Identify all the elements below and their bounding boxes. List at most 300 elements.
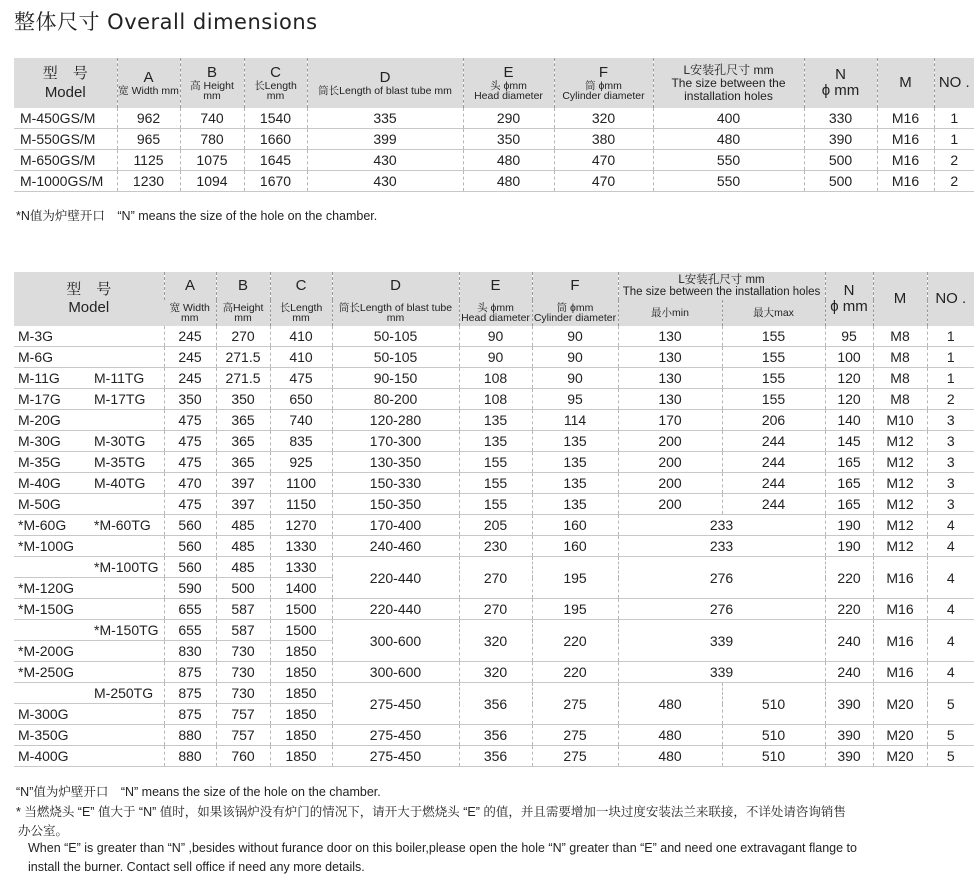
header-no: NO . (934, 58, 974, 108)
l-min-cell: 200 (618, 494, 722, 515)
table-cell: 275 (532, 746, 618, 767)
table-cell: 475 (164, 410, 216, 431)
table-cell: 90-150 (332, 368, 459, 389)
model-name: M-40G (18, 475, 61, 491)
table-cell: 108 (459, 368, 532, 389)
table-cell: 95 (532, 389, 618, 410)
table-cell: 1850 (270, 662, 332, 683)
model-cell (14, 683, 164, 704)
table-cell: 320 (554, 108, 653, 129)
model-name-alt: M-30TG (94, 433, 146, 449)
table-cell: 240 (825, 620, 873, 662)
table-cell: 300-600 (332, 662, 459, 683)
l-max-cell: 244 (722, 473, 825, 494)
table-cell: 400 (653, 108, 804, 129)
table-cell: 4 (927, 662, 974, 683)
model-cell: M-650GS/M (14, 150, 117, 171)
table-cell: 160 (532, 536, 618, 557)
table-cell: 270 (459, 599, 532, 620)
table-cell: 1150 (270, 494, 332, 515)
model-name: M-3G (18, 328, 53, 344)
table-cell: 356 (459, 746, 532, 767)
table-cell: 335 (307, 108, 463, 129)
table-cell: 90 (532, 368, 618, 389)
model-name: M-400G (18, 748, 69, 764)
table-cell: 397 (216, 473, 270, 494)
model-name-alt: *M-60TG (94, 517, 151, 533)
table-cell: 587 (216, 620, 270, 641)
table-cell: 740 (180, 108, 244, 129)
table-cell: 90 (459, 326, 532, 347)
table-cell: 155 (459, 452, 532, 473)
table-cell: M10 (873, 410, 927, 431)
table-cell: 875 (164, 704, 216, 725)
table-cell: 150-330 (332, 473, 459, 494)
header-l-min: 最小min (618, 300, 722, 326)
table-cell: 560 (164, 557, 216, 578)
model-name: *M-250G (18, 664, 75, 680)
l-min-cell: 130 (618, 347, 722, 368)
table-cell: 1850 (270, 725, 332, 746)
model-name-alt: M-11TG (94, 370, 145, 386)
table-cell: 320 (459, 662, 532, 683)
l-min-cell: 130 (618, 368, 722, 389)
table-cell: 271.5 (216, 347, 270, 368)
table-cell: 470 (554, 150, 653, 171)
l-value-cell: 233 (618, 515, 825, 536)
table-cell: 50-105 (332, 326, 459, 347)
notes-line-3: 办公室。 (18, 824, 69, 838)
table-cell: 730 (216, 641, 270, 662)
table-cell: 3 (927, 431, 974, 452)
table-cell: 560 (164, 536, 216, 557)
table-cell: 4 (927, 536, 974, 557)
model-cell (14, 578, 164, 599)
table-cell: 330 (804, 108, 877, 129)
table-cell: 290 (463, 108, 554, 129)
model-cell (14, 368, 164, 389)
table-cell: 3 (927, 410, 974, 431)
table-row (14, 347, 974, 368)
table-row (14, 473, 974, 494)
table-cell: 1 (927, 347, 974, 368)
table-cell: 108 (459, 389, 532, 410)
table-cell: 2 (934, 171, 974, 192)
table-cell: 356 (459, 683, 532, 725)
l-min-cell: 170 (618, 410, 722, 431)
footnote-n-hole: *N值为炉壁开口 “N” means the size of the hole on the chamber. (16, 209, 378, 223)
table-cell: M16 (877, 108, 934, 129)
model-cell (14, 641, 164, 662)
table-cell: 1 (927, 368, 974, 389)
l-min-cell: 200 (618, 473, 722, 494)
table-cell: 165 (825, 494, 873, 515)
table-cell: 3 (927, 452, 974, 473)
table-row (14, 368, 974, 389)
table-cell: 410 (270, 347, 332, 368)
l-max-cell: 155 (722, 347, 825, 368)
table-cell: 1660 (244, 129, 307, 150)
model-cell (14, 389, 164, 410)
table-cell: M16 (873, 557, 927, 599)
header-b-sub: 高Height mm (216, 300, 270, 326)
table-cell: 480 (653, 129, 804, 150)
l-value-cell: 276 (618, 557, 825, 599)
header-c-sub: 长Length mm (270, 300, 332, 326)
table-cell: 1850 (270, 641, 332, 662)
l-min-cell: 480 (618, 746, 722, 767)
table-cell: 1670 (244, 171, 307, 192)
table-cell: 245 (164, 326, 216, 347)
table-cell: 135 (459, 410, 532, 431)
table-cell: M20 (873, 683, 927, 725)
header-a-sub: 宽 Width mm (164, 300, 216, 326)
table-cell: 730 (216, 662, 270, 683)
table-cell: 1 (934, 129, 974, 150)
table-cell: 4 (927, 557, 974, 599)
header-f: F 筒 ϕmm Cylinder diameter (554, 58, 653, 108)
table-cell: 165 (825, 473, 873, 494)
table-cell: 760 (216, 746, 270, 767)
table-cell: 875 (164, 662, 216, 683)
table-cell: 485 (216, 536, 270, 557)
dimensions-table-g (14, 272, 974, 767)
l-max-cell: 510 (722, 683, 825, 725)
model-name: M-35G (18, 454, 61, 470)
table-cell: 1850 (270, 746, 332, 767)
l-max-cell: 510 (722, 725, 825, 746)
model-cell (14, 620, 164, 641)
table-cell: 475 (270, 368, 332, 389)
table-cell: 135 (532, 473, 618, 494)
table-cell: 880 (164, 725, 216, 746)
notes-line-2: * 当燃烧头 “E” 值大于 “N” 值时，如果该锅炉没有炉门的情况下，请开大于燃烧头 “E” 的值，并且需要增加一块过度安装法兰来联接，不详处请咨询销售 (16, 805, 846, 819)
table-cell: 1094 (180, 171, 244, 192)
table-cell: 475 (164, 431, 216, 452)
model-name-alt: *M-100TG (94, 559, 159, 575)
table-cell: 145 (825, 431, 873, 452)
header-l-max: 最大max (722, 300, 825, 326)
model-cell (14, 557, 164, 578)
table-cell: 240 (825, 662, 873, 683)
table-cell: 650 (270, 389, 332, 410)
table-cell: 275 (532, 725, 618, 746)
table-cell: 550 (653, 171, 804, 192)
table-row (14, 515, 974, 536)
table-cell: 320 (459, 620, 532, 662)
table-cell: 50-105 (332, 347, 459, 368)
table-cell: 485 (216, 557, 270, 578)
table-cell: 350 (463, 129, 554, 150)
table-cell: 399 (307, 129, 463, 150)
table-cell: 350 (164, 389, 216, 410)
model-cell (14, 662, 164, 683)
table-cell: 3 (927, 494, 974, 515)
table-cell: 1100 (270, 473, 332, 494)
model-name: M-17G (18, 391, 61, 407)
table-cell: 150-350 (332, 494, 459, 515)
model-cell (14, 431, 164, 452)
table-cell: 90 (532, 347, 618, 368)
table-cell: 2 (934, 150, 974, 171)
table-row (14, 662, 974, 683)
notes-line-4: When “E” is greater than “N” ,besides without furance door on this boiler,please open the hole “N” greater than “E” and need one extravagant flange to (28, 841, 857, 855)
table-cell: 275-450 (332, 725, 459, 746)
header-n: N ϕ mm (804, 58, 877, 108)
table-cell: 165 (825, 452, 873, 473)
table-cell: 135 (532, 431, 618, 452)
table-cell: 480 (463, 150, 554, 171)
model-cell: M-1000GS/M (14, 171, 117, 192)
model-cell (14, 725, 164, 746)
model-cell (14, 410, 164, 431)
table-row (14, 494, 974, 515)
model-cell (14, 515, 164, 536)
table-row (14, 620, 974, 641)
model-cell: M-450GS/M (14, 108, 117, 129)
table-cell: 190 (825, 536, 873, 557)
table-cell: 130-350 (332, 452, 459, 473)
table-cell: 740 (270, 410, 332, 431)
table-cell: M16 (877, 129, 934, 150)
model-cell (14, 452, 164, 473)
model-name: M-6G (18, 349, 53, 365)
table-row (14, 452, 974, 473)
header-m: M (873, 272, 927, 326)
table-cell: 140 (825, 410, 873, 431)
table-cell: 365 (216, 410, 270, 431)
table-cell: 120-280 (332, 410, 459, 431)
model-cell (14, 473, 164, 494)
table-cell: 275-450 (332, 746, 459, 767)
table-row (14, 108, 974, 129)
table-cell: 757 (216, 704, 270, 725)
table-cell: 220-440 (332, 557, 459, 599)
table-cell: M12 (873, 494, 927, 515)
table-cell: 397 (216, 494, 270, 515)
table-cell: 220 (532, 662, 618, 683)
table-cell: M12 (873, 473, 927, 494)
table-cell: 270 (459, 557, 532, 599)
header-e: E (459, 272, 532, 300)
table-cell: 2 (927, 389, 974, 410)
table-cell: 275 (532, 683, 618, 725)
page-title: 整体尺寸 Overall dimensions (14, 10, 318, 34)
l-min-cell: 480 (618, 683, 722, 725)
header-b: B (216, 272, 270, 300)
table-cell: 90 (459, 347, 532, 368)
table-cell: 90 (532, 326, 618, 347)
table-cell: 965 (117, 129, 180, 150)
table-cell: 195 (532, 599, 618, 620)
l-min-cell: 130 (618, 389, 722, 410)
l-value-cell: 276 (618, 599, 825, 620)
header-no: NO . (927, 272, 974, 326)
table-cell: 1645 (244, 150, 307, 171)
l-max-cell: 206 (722, 410, 825, 431)
table-cell: M16 (877, 150, 934, 171)
table-cell: 365 (216, 452, 270, 473)
model-cell (14, 326, 164, 347)
model-name: M-300G (18, 706, 69, 722)
table-cell: 356 (459, 725, 532, 746)
table-cell: 1540 (244, 108, 307, 129)
table-cell: 155 (459, 473, 532, 494)
table-cell: M12 (873, 515, 927, 536)
table-cell: 205 (459, 515, 532, 536)
table-cell: 100 (825, 347, 873, 368)
header-d: D (332, 272, 459, 300)
table-row (14, 389, 974, 410)
model-cell (14, 494, 164, 515)
table-cell: 560 (164, 515, 216, 536)
table-row (14, 557, 974, 578)
table-cell: M16 (873, 662, 927, 683)
l-max-cell: 155 (722, 368, 825, 389)
l-value-cell: 233 (618, 536, 825, 557)
table-cell: 220 (532, 620, 618, 662)
table-cell: M8 (873, 368, 927, 389)
table-cell: 587 (216, 599, 270, 620)
header-l: L安装孔尺寸 mm The size between the installation holes (618, 272, 825, 300)
table-cell: 500 (804, 150, 877, 171)
table-row (14, 431, 974, 452)
table-cell: 245 (164, 347, 216, 368)
table-cell: M12 (873, 536, 927, 557)
table-row (14, 683, 974, 704)
l-min-cell: 130 (618, 326, 722, 347)
table-cell: 135 (532, 494, 618, 515)
model-name-alt: M-35TG (94, 454, 146, 470)
l-value-cell: 339 (618, 662, 825, 683)
table-cell: M8 (873, 389, 927, 410)
table-cell: M8 (873, 326, 927, 347)
table-row (14, 326, 974, 347)
table-cell: 1075 (180, 150, 244, 171)
table-cell: 5 (927, 725, 974, 746)
table-cell: 757 (216, 725, 270, 746)
table-cell: M20 (873, 725, 927, 746)
model-name-alt: M-17TG (94, 391, 146, 407)
table-cell: 590 (164, 578, 216, 599)
table-cell: M20 (873, 746, 927, 767)
table-cell: 1850 (270, 683, 332, 704)
table-cell: 875 (164, 683, 216, 704)
model-name: *M-200G (18, 643, 75, 659)
table-cell: 1850 (270, 704, 332, 725)
table-cell: 114 (532, 410, 618, 431)
table-cell: 1 (934, 108, 974, 129)
table-cell: 925 (270, 452, 332, 473)
table-cell: 430 (307, 150, 463, 171)
table-row (14, 171, 974, 192)
header-e-sub: 头 ϕmm Head diameter (459, 300, 532, 326)
header-c: C (270, 272, 332, 300)
table-cell: 1270 (270, 515, 332, 536)
l-min-cell: 200 (618, 431, 722, 452)
model-name: M-350G (18, 727, 69, 743)
table-cell: 135 (459, 431, 532, 452)
table-cell: 730 (216, 683, 270, 704)
table-cell: 475 (164, 452, 216, 473)
model-name: M-20G (18, 412, 61, 428)
table-cell: 220 (825, 599, 873, 620)
model-name: M-30G (18, 433, 61, 449)
header-m: M (877, 58, 934, 108)
table-cell: 410 (270, 326, 332, 347)
table-cell: 120 (825, 389, 873, 410)
header-c: C 长Length mm (244, 58, 307, 108)
model-cell: M-550GS/M (14, 129, 117, 150)
l-min-cell: 200 (618, 452, 722, 473)
model-name: M-50G (18, 496, 61, 512)
header-a: A (164, 272, 216, 300)
table-cell: 170-400 (332, 515, 459, 536)
model-name: *M-100G (18, 538, 75, 554)
table-cell: 120 (825, 368, 873, 389)
table-cell: 350 (216, 389, 270, 410)
table-cell: M8 (873, 347, 927, 368)
table-cell: 500 (216, 578, 270, 599)
table-cell: 655 (164, 599, 216, 620)
table-cell: 190 (825, 515, 873, 536)
model-name-alt: M-250TG (94, 685, 154, 701)
l-value-cell: 339 (618, 620, 825, 662)
table-cell: 230 (459, 536, 532, 557)
table-cell: 1500 (270, 599, 332, 620)
table-cell: 480 (463, 171, 554, 192)
table-cell: 195 (532, 557, 618, 599)
table-cell: M16 (873, 599, 927, 620)
table-cell: 390 (825, 746, 873, 767)
table-cell: 95 (825, 326, 873, 347)
table-cell: 550 (653, 150, 804, 171)
table-cell: 390 (825, 683, 873, 725)
dimensions-table-gs (14, 58, 974, 192)
model-cell (14, 599, 164, 620)
table-cell: M16 (877, 171, 934, 192)
table-cell: 1330 (270, 557, 332, 578)
table-cell: 830 (164, 641, 216, 662)
model-cell (14, 536, 164, 557)
model-name-alt: *M-150TG (94, 622, 159, 638)
model-cell (14, 746, 164, 767)
table-cell: 4 (927, 515, 974, 536)
table-cell: 170-300 (332, 431, 459, 452)
table-cell: 3 (927, 473, 974, 494)
table-cell: 80-200 (332, 389, 459, 410)
table-row (14, 746, 974, 767)
l-max-cell: 244 (722, 431, 825, 452)
header-l: L安装孔尺寸 mm The size between the installation holes (653, 58, 804, 108)
table-cell: 220-440 (332, 599, 459, 620)
table-cell: 470 (164, 473, 216, 494)
model-name-alt: M-40TG (94, 475, 146, 491)
header-model: 型 号 Model (14, 272, 164, 326)
l-min-cell: 480 (618, 725, 722, 746)
table-cell: 485 (216, 515, 270, 536)
table-cell: 135 (532, 452, 618, 473)
model-name: *M-60G (18, 517, 67, 533)
table-cell: 1400 (270, 578, 332, 599)
table-cell: 1125 (117, 150, 180, 171)
table-cell: M12 (873, 431, 927, 452)
table-cell: 1330 (270, 536, 332, 557)
l-max-cell: 155 (722, 389, 825, 410)
model-name: M-11G (18, 370, 60, 386)
table-cell: 470 (554, 171, 653, 192)
table-cell: 500 (804, 171, 877, 192)
